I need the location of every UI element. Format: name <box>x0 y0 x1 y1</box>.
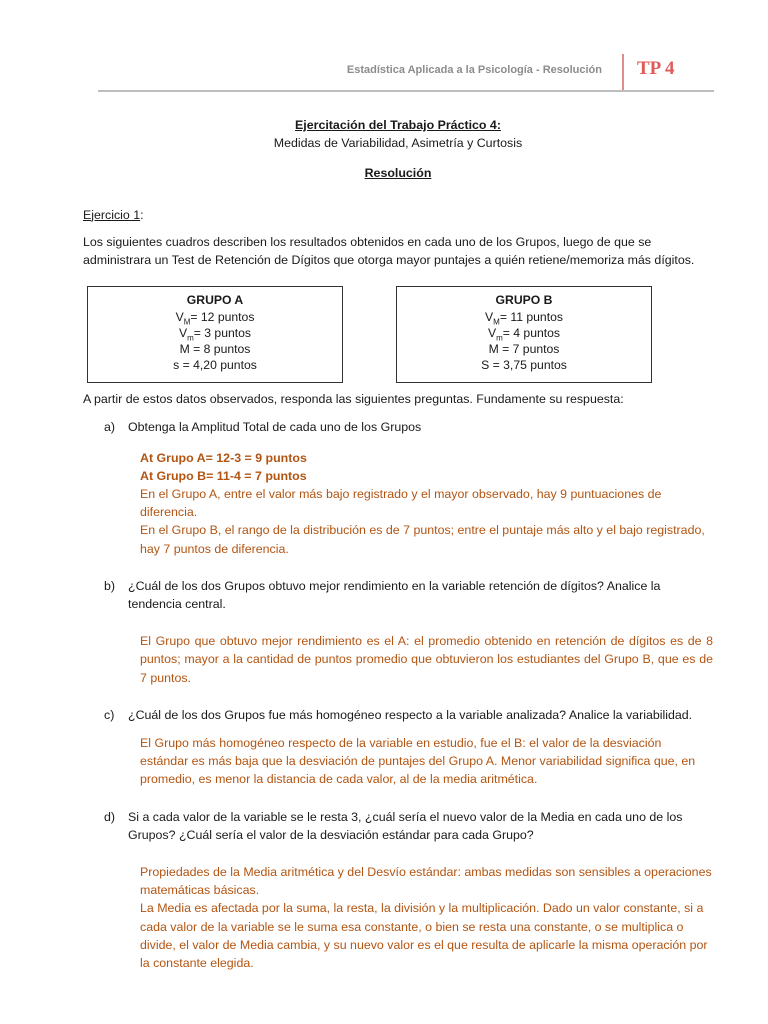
group-b-box <box>396 286 652 383</box>
tp-label: TP 4 <box>637 58 675 79</box>
question-b-text: ¿Cuál de los dos Grupos obtuvo mejor rendimiento en la variable retención de dígitos? Analice la tendencia central. <box>128 578 661 612</box>
question-c-letter: c) <box>104 707 115 722</box>
doc-title: Ejercitación del Trabajo Práctico 4: <box>295 118 501 132</box>
answer-a-text2: En el Grupo B, el rango de la distribución es de 7 puntos; entre el puntaje más alto y el bajo registrado, hay 7 puntos de diferencia. <box>140 523 705 556</box>
question-a <box>83 418 713 436</box>
group-b-mean: M = 7 puntos <box>488 342 560 357</box>
exercise-intro: Los siguientes cuadros describen los resultados obtenidos en cada uno de los Grupos, luego de que se administrara un Test de Retención de Dígitos que otorga mayor puntajes a quién retiene/memoriza más dígitos. <box>83 234 695 268</box>
group-a-min: $V_m= 3$ puntos <box>178 325 252 343</box>
question-d-letter: d) <box>104 809 116 824</box>
question-b-letter: b) <box>104 578 116 593</box>
exercise-heading <box>83 206 713 224</box>
question-b <box>83 577 713 613</box>
question-c <box>83 706 713 724</box>
group-a-title: GRUPO A <box>186 293 244 308</box>
group-b-title: GRUPO B <box>495 293 553 308</box>
doc-subtitle: Medidas de Variabilidad, Asimetría y Curtosis <box>273 136 523 151</box>
group-b-min: $V_m= 4$ puntos <box>487 325 561 343</box>
answer-a-bold1: At Grupo A= 12-3 = 9 puntos <box>140 450 307 465</box>
group-boxes <box>83 286 713 386</box>
answer-d-text1: Propiedades de la Media aritmética y del Desvío estándar: ambas medidas son sensibles a operaciones matemáticas básicas. <box>140 865 712 898</box>
group-b-max: $V_M= 11$ puntos <box>485 309 563 326</box>
group-a-mean: M = 8 puntos <box>179 342 251 357</box>
group-a-max: $V_M= 12$ puntos <box>175 309 255 326</box>
question-d-text: Si a cada valor de la variable se le resta 3, ¿cuál sería el nuevo valor de la Media en cada uno de los Grupos? ¿Cuál sería el valor de la desviación estándar para cada Grupo? <box>128 809 683 842</box>
exercise-label-suffix: : <box>140 207 144 222</box>
answer-a-text1: En el Grupo A, entre el valor más bajo registrado y el mayor observado, hay 9 puntuaciones de diferencia. <box>140 487 662 520</box>
question-a-letter: a) <box>104 420 116 435</box>
exercise-label: Ejercicio 1 <box>83 207 141 222</box>
group-b-sd: S = 3,75 puntos <box>481 358 567 373</box>
group-a-sd: s = 4,20 puntos <box>173 358 257 373</box>
answer-d <box>83 863 713 972</box>
question-a-text: Obtenga la Amplitud Total de cada uno de los Grupos <box>128 420 422 435</box>
questions-prompt: A partir de estos datos observados, responda las siguientes preguntas. Fundamente su respuesta: <box>83 392 624 407</box>
page-header <box>98 52 714 92</box>
answer-a-bold2: At Grupo B= 11-4 = 7 puntos <box>140 468 307 483</box>
question-d <box>83 808 713 844</box>
header-divider <box>622 54 624 90</box>
resolution-heading: Resolución <box>364 166 432 181</box>
group-a-box <box>87 286 343 383</box>
answer-b: El Grupo que obtuvo mejor rendimiento es el A: el promedio obtenido en retención de dígitos es de 8 puntos; mayor a la cantidad de puntos promedio que obtuvieron los estudiantes del Grupo B, que es de 7 puntos. <box>140 634 713 685</box>
question-c-text: ¿Cuál de los dos Grupos fue más homogéneo respecto a la variable analizada? Analice la variabilidad. <box>128 707 693 722</box>
answer-a <box>83 449 713 558</box>
document-body <box>83 116 713 972</box>
answer-d-text2: La Media es afectada por la suma, la resta, la división y la multiplicación. Dado un valor constante, si a cada valor de la variable se le suma esa constante, o bien se resta una constante, o se multiplica o divide, el valor de Media cambia, y su nuevo valor es el que resulta de aplicarle la misma operación por la constante elegida. <box>140 901 708 971</box>
course-title: Estadística Aplicada a la Psicología - Resolución <box>346 64 602 76</box>
answer-c: El Grupo más homogéneo respecto de la variable en estudio, fue el B: el valor de la desviación estándar es más baja que la desviación de puntajes del Grupo A. Menor variabilidad significa que, en promedio, es menor la distancia de cada valor, al de la media aritmética. <box>140 736 696 787</box>
